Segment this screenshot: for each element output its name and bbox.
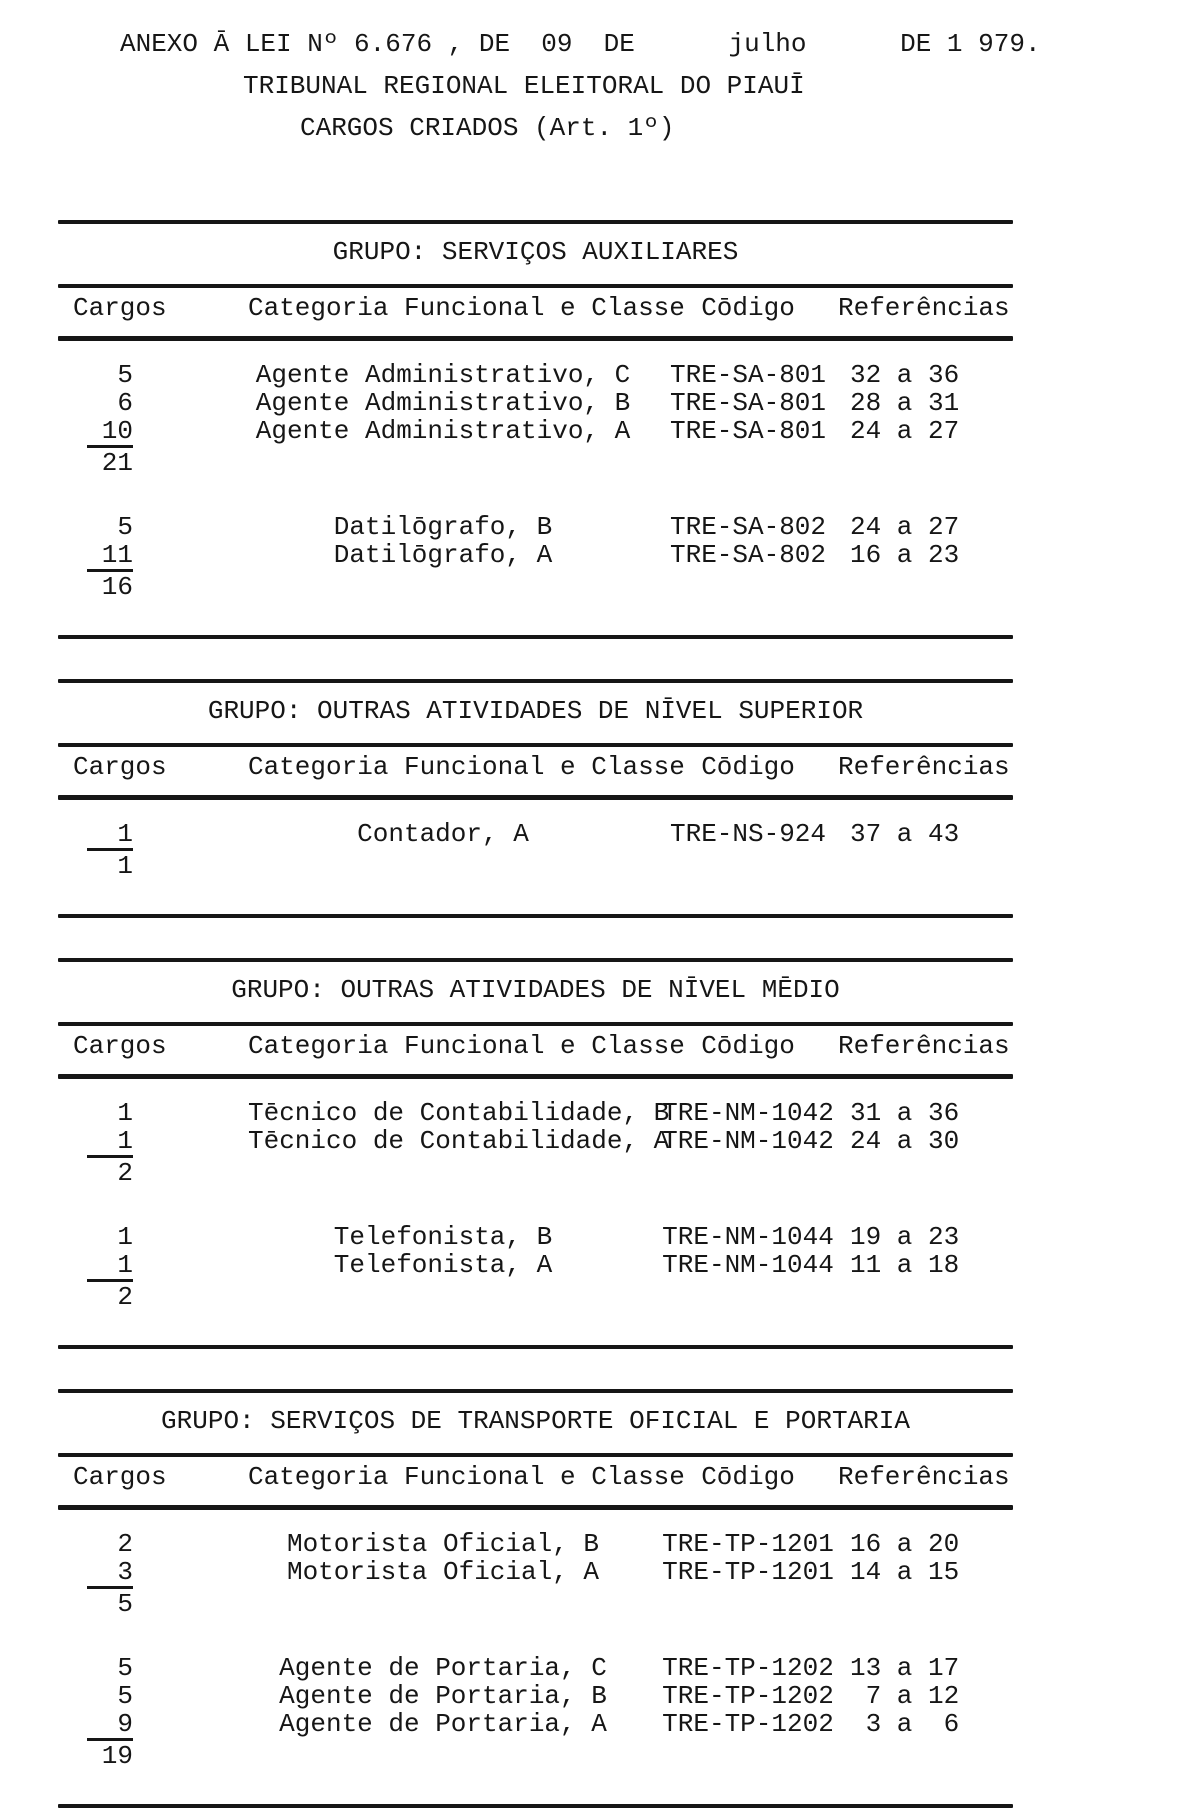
horizontal-rule-under-title	[58, 1453, 1013, 1457]
cell-referencias: 16 a 23	[850, 540, 960, 570]
horizontal-rule-under-title	[58, 1022, 1013, 1026]
cell-referencias: 3 a 6	[850, 1709, 960, 1739]
block-total-row	[58, 569, 1013, 601]
horizontal-rule-bottom	[58, 1345, 1013, 1349]
table-row	[58, 541, 1013, 569]
cell-categoria-classe: Agente de Portaria, B	[279, 1681, 607, 1711]
group-tables-container	[58, 220, 1013, 1808]
block-total-value: 1	[87, 848, 133, 880]
cell-categoria-classe: Motorista Oficial, A	[286, 1557, 600, 1587]
table-row	[58, 1223, 1013, 1251]
cell-referencias: 24 a 27	[850, 512, 960, 542]
cell-cargos-count: 1	[117, 1250, 133, 1280]
column-header-codigo: Cōdigo	[701, 293, 795, 323]
block-total-row	[58, 1155, 1013, 1187]
cell-codigo: TRE-TP-1201	[662, 1557, 834, 1587]
cell-codigo: TRE-SA-801	[669, 388, 827, 418]
block-total-value: 21	[87, 445, 133, 477]
horizontal-rule-under-title	[58, 284, 1013, 288]
table-row	[58, 361, 1013, 389]
table-row	[58, 820, 1013, 848]
cell-cargos-count: 11	[101, 540, 133, 570]
table-row	[58, 1558, 1013, 1586]
column-header-cargos: Cargos	[73, 293, 167, 323]
cell-categoria-classe: Datilōgrafo, A	[333, 540, 553, 570]
column-header-referencias: Referências	[838, 752, 1010, 782]
cell-cargos-count: 6	[117, 388, 133, 418]
cell-referencias: 31 a 36	[850, 1098, 960, 1128]
cargo-block	[58, 1223, 1013, 1311]
block-total-cell	[58, 1279, 168, 1311]
block-total-value: 2	[87, 1155, 133, 1187]
cell-referencias: 7 a 12	[850, 1681, 960, 1711]
block-total-cell	[58, 569, 168, 601]
cell-cargos-count: 1	[117, 1126, 133, 1156]
horizontal-rule-top	[58, 679, 1013, 683]
cell-codigo: TRE-NM-1044	[662, 1222, 834, 1252]
group-section	[58, 1389, 1013, 1808]
column-header-referencias: Referências	[838, 293, 1010, 323]
cell-categoria-classe: Tēcnico de Contabilidade, B	[248, 1098, 670, 1128]
cell-cargos-count: 5	[117, 1681, 133, 1711]
cell-categoria-classe: Agente Administrativo, B	[255, 388, 631, 418]
group-title: GRUPO: OUTRAS ATIVIDADES DE NĪVEL MĒDIO	[231, 975, 840, 1005]
group-title: GRUPO: SERVIÇOS DE TRANSPORTE OFICIAL E PORTARIA	[161, 1406, 910, 1436]
table-row	[58, 1530, 1013, 1558]
cargo-block	[58, 1530, 1013, 1618]
column-header-categoria: Categoria Funcional e Classe	[248, 293, 685, 323]
cell-cargos-count: 3	[117, 1557, 133, 1587]
document-header	[0, 0, 1194, 156]
table-row	[58, 1654, 1013, 1682]
block-total-value: 2	[87, 1279, 133, 1311]
table-body	[58, 1510, 1013, 1804]
block-total-cell	[58, 1155, 168, 1187]
block-total-row	[58, 445, 1013, 477]
cell-codigo: TRE-SA-801	[669, 416, 827, 446]
horizontal-rule-under-title	[58, 743, 1013, 747]
cell-codigo: TRE-SA-802	[669, 512, 827, 542]
cell-codigo: TRE-NM-1042	[662, 1098, 834, 1128]
block-total-cell	[58, 1586, 168, 1618]
horizontal-rule-top	[58, 1389, 1013, 1393]
cell-categoria-classe: Agente de Portaria, C	[279, 1653, 607, 1683]
cell-referencias: 24 a 27	[850, 416, 960, 446]
header-line-tribunal: TRIBUNAL REGIONAL ELEITORAL DO PIAUĪ	[243, 71, 805, 101]
table-row	[58, 1251, 1013, 1279]
table-header-row	[58, 1463, 1013, 1495]
column-header-codigo: Cōdigo	[701, 1031, 795, 1061]
column-header-categoria: Categoria Funcional e Classe	[248, 752, 685, 782]
block-total-cell	[58, 848, 168, 880]
column-header-cargos: Cargos	[73, 752, 167, 782]
cell-referencias: 14 a 15	[850, 1557, 960, 1587]
cell-categoria-classe: Contador, A	[357, 819, 529, 849]
column-header-categoria: Categoria Funcional e Classe	[248, 1031, 685, 1061]
table-row	[58, 513, 1013, 541]
cell-codigo: TRE-SA-802	[669, 540, 827, 570]
table-header-row	[58, 1032, 1013, 1064]
cell-cargos-count: 1	[117, 1222, 133, 1252]
column-header-codigo: Cōdigo	[701, 752, 795, 782]
table-row	[58, 1682, 1013, 1710]
cell-codigo: TRE-NS-924	[669, 819, 827, 849]
cell-cargos-count: 5	[117, 512, 133, 542]
block-total-value: 19	[87, 1738, 133, 1770]
table-row	[58, 417, 1013, 445]
column-header-referencias: Referências	[838, 1462, 1010, 1492]
cell-cargos-count: 1	[117, 819, 133, 849]
horizontal-rule-bottom	[58, 635, 1013, 639]
cargo-block	[58, 1099, 1013, 1187]
cell-cargos-count: 2	[117, 1529, 133, 1559]
table-body	[58, 1079, 1013, 1345]
cell-cargos-count: 10	[101, 416, 133, 446]
cargo-block	[58, 513, 1013, 601]
cargo-block	[58, 361, 1013, 477]
cell-referencias: 24 a 30	[850, 1126, 960, 1156]
cell-cargos-count: 9	[117, 1709, 133, 1739]
block-total-value: 16	[87, 569, 133, 601]
cell-codigo: TRE-NM-1044	[662, 1250, 834, 1280]
table-row	[58, 1127, 1013, 1155]
cell-categoria-classe: Agente de Portaria, A	[279, 1709, 607, 1739]
column-header-cargos: Cargos	[73, 1031, 167, 1061]
cell-categoria-classe: Tēcnico de Contabilidade, A	[248, 1126, 670, 1156]
cell-categoria-classe: Telefonista, B	[333, 1222, 553, 1252]
horizontal-rule-bottom	[58, 914, 1013, 918]
cargo-block	[58, 820, 1013, 880]
table-row	[58, 389, 1013, 417]
cargo-block	[58, 1654, 1013, 1770]
cell-codigo: TRE-TP-1202	[662, 1681, 834, 1711]
block-total-cell	[58, 1738, 168, 1770]
cell-referencias: 16 a 20	[850, 1529, 960, 1559]
cell-categoria-classe: Motorista Oficial, B	[286, 1529, 600, 1559]
group-title: GRUPO: SERVIÇOS AUXILIARES	[332, 237, 739, 267]
cell-referencias: 19 a 23	[850, 1222, 960, 1252]
column-header-referencias: Referências	[838, 1031, 1010, 1061]
block-total-value: 5	[87, 1586, 133, 1618]
header-line-cargos-criados: CARGOS CRIADOS (Art. 1º)	[300, 113, 675, 143]
cell-cargos-count: 5	[117, 1653, 133, 1683]
group-section	[58, 958, 1013, 1349]
cell-referencias: 13 a 17	[850, 1653, 960, 1683]
cell-codigo: TRE-TP-1202	[662, 1709, 834, 1739]
column-header-cargos: Cargos	[73, 1462, 167, 1492]
header-line-annex-law: ANEXO Ā LEI Nº 6.676 , DE 09 DE julho DE 1 979.	[120, 29, 1041, 59]
horizontal-rule-bottom	[58, 1804, 1013, 1808]
block-total-cell	[58, 445, 168, 477]
cell-codigo: TRE-TP-1201	[662, 1529, 834, 1559]
group-section	[58, 679, 1013, 918]
block-total-row	[58, 848, 1013, 880]
cell-codigo: TRE-SA-801	[669, 360, 827, 390]
table-body	[58, 341, 1013, 635]
cell-cargos-count: 5	[117, 360, 133, 390]
column-header-codigo: Cōdigo	[701, 1462, 795, 1492]
cell-categoria-classe: Agente Administrativo, C	[255, 360, 631, 390]
table-row	[58, 1710, 1013, 1738]
cell-categoria-classe: Agente Administrativo, A	[255, 416, 631, 446]
block-total-row	[58, 1738, 1013, 1770]
block-total-row	[58, 1586, 1013, 1618]
cell-referencias: 11 a 18	[850, 1250, 960, 1280]
table-header-row	[58, 753, 1013, 785]
cell-codigo: TRE-TP-1202	[662, 1653, 834, 1683]
horizontal-rule-top	[58, 220, 1013, 224]
group-section	[58, 220, 1013, 639]
block-total-row	[58, 1279, 1013, 1311]
cell-categoria-classe: Telefonista, A	[333, 1250, 553, 1280]
horizontal-rule-top	[58, 958, 1013, 962]
table-header-row	[58, 294, 1013, 326]
cell-referencias: 37 a 43	[850, 819, 960, 849]
table-row	[58, 1099, 1013, 1127]
cell-cargos-count: 1	[117, 1098, 133, 1128]
cell-codigo: TRE-NM-1042	[662, 1126, 834, 1156]
cell-referencias: 32 a 36	[850, 360, 960, 390]
group-title: GRUPO: OUTRAS ATIVIDADES DE NĪVEL SUPERIOR	[207, 696, 864, 726]
cell-categoria-classe: Datilōgrafo, B	[333, 512, 553, 542]
cell-referencias: 28 a 31	[850, 388, 960, 418]
table-body	[58, 800, 1013, 914]
column-header-categoria: Categoria Funcional e Classe	[248, 1462, 685, 1492]
